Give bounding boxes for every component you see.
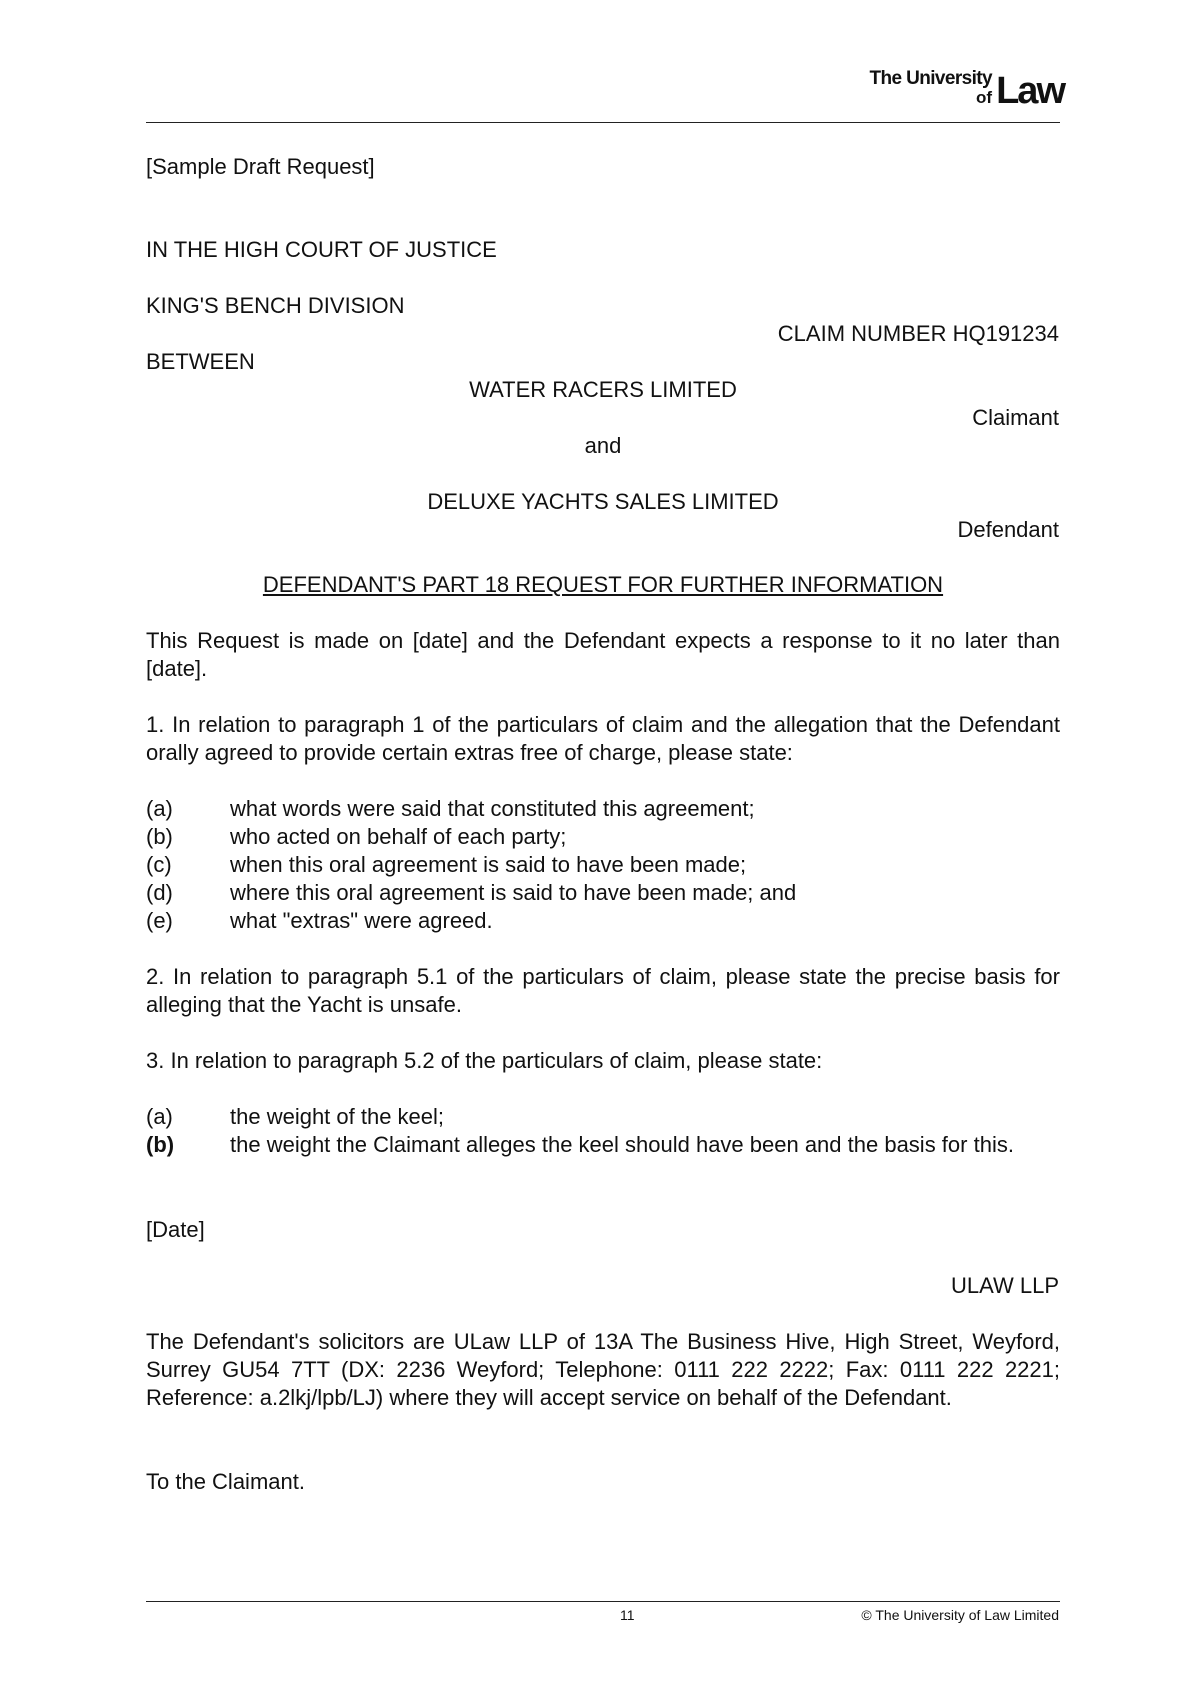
intro-paragraph: This Request is made on [date] and the Defendant expects a response to it no later than [date]. bbox=[146, 628, 1060, 681]
list-item bbox=[146, 1103, 1060, 1131]
court-division: KING'S BENCH DIVISION bbox=[146, 293, 405, 318]
list-item-label: (b) bbox=[146, 1132, 175, 1157]
document-title: DEFENDANT'S PART 18 REQUEST FOR FURTHER INFORMATION bbox=[262, 572, 944, 597]
claim-number: CLAIM NUMBER HQ191234 bbox=[777, 321, 1059, 346]
and-label: and bbox=[584, 433, 622, 458]
list-item-text: the weight of the keel; bbox=[230, 1104, 445, 1129]
list-item bbox=[146, 1131, 1060, 1159]
university-of-law-logo bbox=[854, 66, 1064, 110]
claimant-role: Claimant bbox=[972, 405, 1059, 430]
list-item-text: when this oral agreement is said to have been made; bbox=[230, 852, 747, 877]
list-item-label: (a) bbox=[146, 1104, 173, 1129]
list-item-label: (a) bbox=[146, 796, 173, 821]
list-item bbox=[146, 907, 1060, 935]
between-label: BETWEEN bbox=[146, 349, 255, 374]
list-item-label: (e) bbox=[146, 908, 173, 933]
copyright-notice: © The University of Law Limited bbox=[861, 1607, 1059, 1623]
list-item-text: what words were said that constituted this agreement; bbox=[230, 796, 755, 821]
paragraph-3-list bbox=[146, 1103, 1060, 1159]
firm-signature: ULAW LLP bbox=[950, 1273, 1059, 1298]
addressee-line: To the Claimant. bbox=[146, 1469, 305, 1494]
defendant-name: DELUXE YACHTS SALES LIMITED bbox=[427, 489, 779, 514]
list-item-label: (d) bbox=[146, 880, 173, 905]
court-name: IN THE HIGH COURT OF JUSTICE bbox=[146, 237, 497, 262]
list-item bbox=[146, 851, 1060, 879]
paragraph-1: 1. In relation to paragraph 1 of the particulars of claim and the allegation that the Defendant orally agreed to provide certain extras free of charge, please state: bbox=[146, 712, 1060, 765]
service-address-paragraph: The Defendant's solicitors are ULaw LLP of 13A The Business Hive, High Street, Weyford, Surrey GU54 7TT (DX: 2236 Weyford; Telephone: 0111 222 2222; Fax: 0111 222 2221; Reference: a.2lkj/lpb/LJ) where they will accept service on behalf of the Defendant. bbox=[146, 1329, 1060, 1410]
sample-label: [Sample Draft Request] bbox=[146, 154, 375, 179]
page-number: 11 bbox=[620, 1607, 635, 1623]
list-item-text: what "extras" were agreed. bbox=[230, 908, 493, 933]
list-item bbox=[146, 879, 1060, 907]
list-item-label: (c) bbox=[146, 852, 172, 877]
header-divider bbox=[146, 122, 1060, 123]
paragraph-3: 3. In relation to paragraph 5.2 of the particulars of claim, please state: bbox=[146, 1048, 823, 1073]
list-item-text: the weight the Claimant alleges the keel should have been and the basis for this. bbox=[230, 1132, 1014, 1157]
paragraph-2: 2. In relation to paragraph 5.1 of the particulars of claim, please state the precise basis for alleging that the Yacht is unsafe. bbox=[146, 964, 1060, 1017]
footer-divider bbox=[146, 1601, 1060, 1602]
paragraph-1-list bbox=[146, 795, 1060, 935]
list-item bbox=[146, 795, 1060, 823]
logo-line-3: Law bbox=[996, 70, 1064, 112]
logo-line-1: The University bbox=[869, 68, 992, 89]
list-item-text: who acted on behalf of each party; bbox=[230, 824, 567, 849]
logo-line-2: of bbox=[975, 88, 992, 107]
defendant-role: Defendant bbox=[957, 517, 1059, 542]
date-placeholder: [Date] bbox=[146, 1217, 205, 1242]
list-item bbox=[146, 823, 1060, 851]
list-item-label: (b) bbox=[146, 824, 173, 849]
list-item-text: where this oral agreement is said to have been made; and bbox=[230, 880, 797, 905]
claimant-name: WATER RACERS LIMITED bbox=[469, 377, 737, 402]
